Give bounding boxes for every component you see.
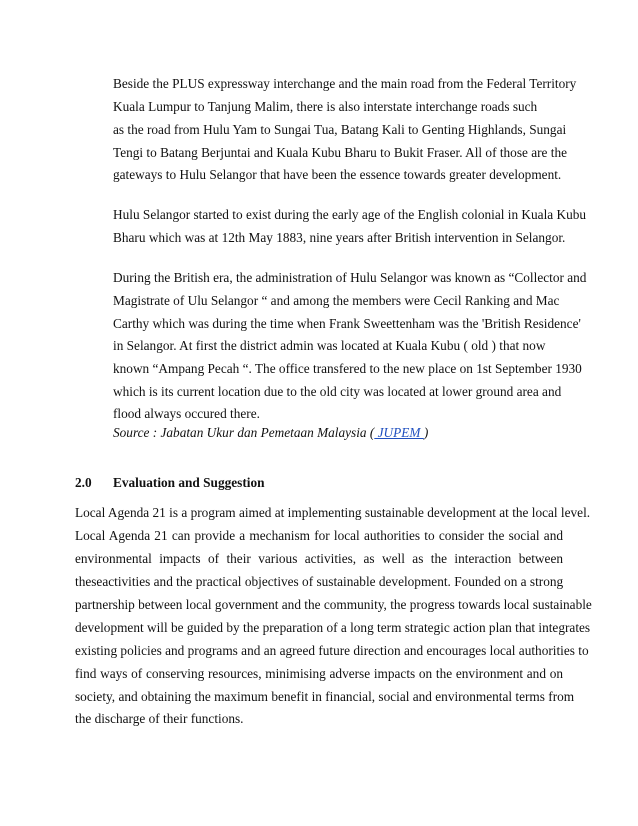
source-suffix: ) xyxy=(423,425,429,440)
paragraph-4-line: partnership between local government and the community, the progress towards local sustainable xyxy=(75,597,592,612)
paragraph-3-line: During the British era, the administration of Hulu Selangor was known as “Collector and xyxy=(113,270,587,285)
paragraph-3-line: Magistrate of Ulu Selangor “ and among the members were Cecil Ranking and Mac xyxy=(113,293,560,308)
paragraph-1-line: gateways to Hulu Selangor that have been the essence towards greater development. xyxy=(113,167,562,182)
section-number: 2.0 xyxy=(75,475,92,490)
paragraph-4-line: theseactivities and the practical objectives of sustainable development. Founded on a strong xyxy=(75,574,564,589)
paragraph-3-line: known “Ampang Pecah “. The office transfered to the new place on 1st September 1930 xyxy=(113,361,582,376)
paragraph-4-line: development will be guided by the preparation of a long term strategic action plan that integrates xyxy=(75,620,591,635)
paragraph-3-line: which is its current location due to the old city was located at lower ground area and xyxy=(113,384,562,399)
paragraph-4-line: the discharge of their functions. xyxy=(75,711,244,726)
paragraph-4-line: existing policies and programs and an agreed future direction and encourages local authorities to xyxy=(75,643,589,658)
paragraph-1-line: as the road from Hulu Yam to Sungai Tua, Batang Kali to Genting Highlands, Sungai xyxy=(113,122,567,137)
paragraph-4-line: environmental impacts of their various activities, as well as the interaction between xyxy=(75,551,563,566)
section-title: Evaluation and Suggestion xyxy=(113,475,265,490)
paragraph-3-line: in Selangor. At first the district admin was located at Kuala Kubu ( old ) that now xyxy=(113,338,546,353)
paragraph-1-line: Tengi to Batang Berjuntai and Kuala Kubu Bharu to Bukit Fraser. All of those are the xyxy=(113,145,568,160)
paragraph-3-line: flood always occured there. xyxy=(113,406,260,421)
paragraph-4-line: find ways of conserving resources, minimising adverse impacts on the environment and on xyxy=(75,666,563,681)
paragraph-1-line: Kuala Lumpur to Tanjung Malim, there is also interstate interchange roads such xyxy=(113,99,538,114)
paragraph-4-line: Local Agenda 21 is a program aimed at implementing sustainable development at the local level. xyxy=(75,505,591,520)
paragraph-3-line: Carthy which was during the time when Frank Sweettenham was the 'British Residence' xyxy=(113,316,581,331)
source-citation xyxy=(113,425,428,441)
jupem-link[interactable]: JUPEM xyxy=(374,425,424,440)
source-prefix: Source : Jabatan Ukur dan Pemetaan Malaysia ( xyxy=(113,425,375,440)
paragraph-1-line: Beside the PLUS expressway interchange and the main road from the Federal Territory xyxy=(113,76,577,91)
paragraph-2-line: Bharu which was at 12th May 1883, nine years after British intervention in Selangor. xyxy=(113,230,566,245)
paragraph-4-line: society, and obtaining the maximum benefit in financial, social and environmental terms from xyxy=(75,689,575,704)
paragraph-4-line: Local Agenda 21 can provide a mechanism for local authorities to consider the social and xyxy=(75,528,563,543)
paragraph-2-line: Hulu Selangor started to exist during the early age of the English colonial in Kuala Kubu xyxy=(113,207,587,222)
